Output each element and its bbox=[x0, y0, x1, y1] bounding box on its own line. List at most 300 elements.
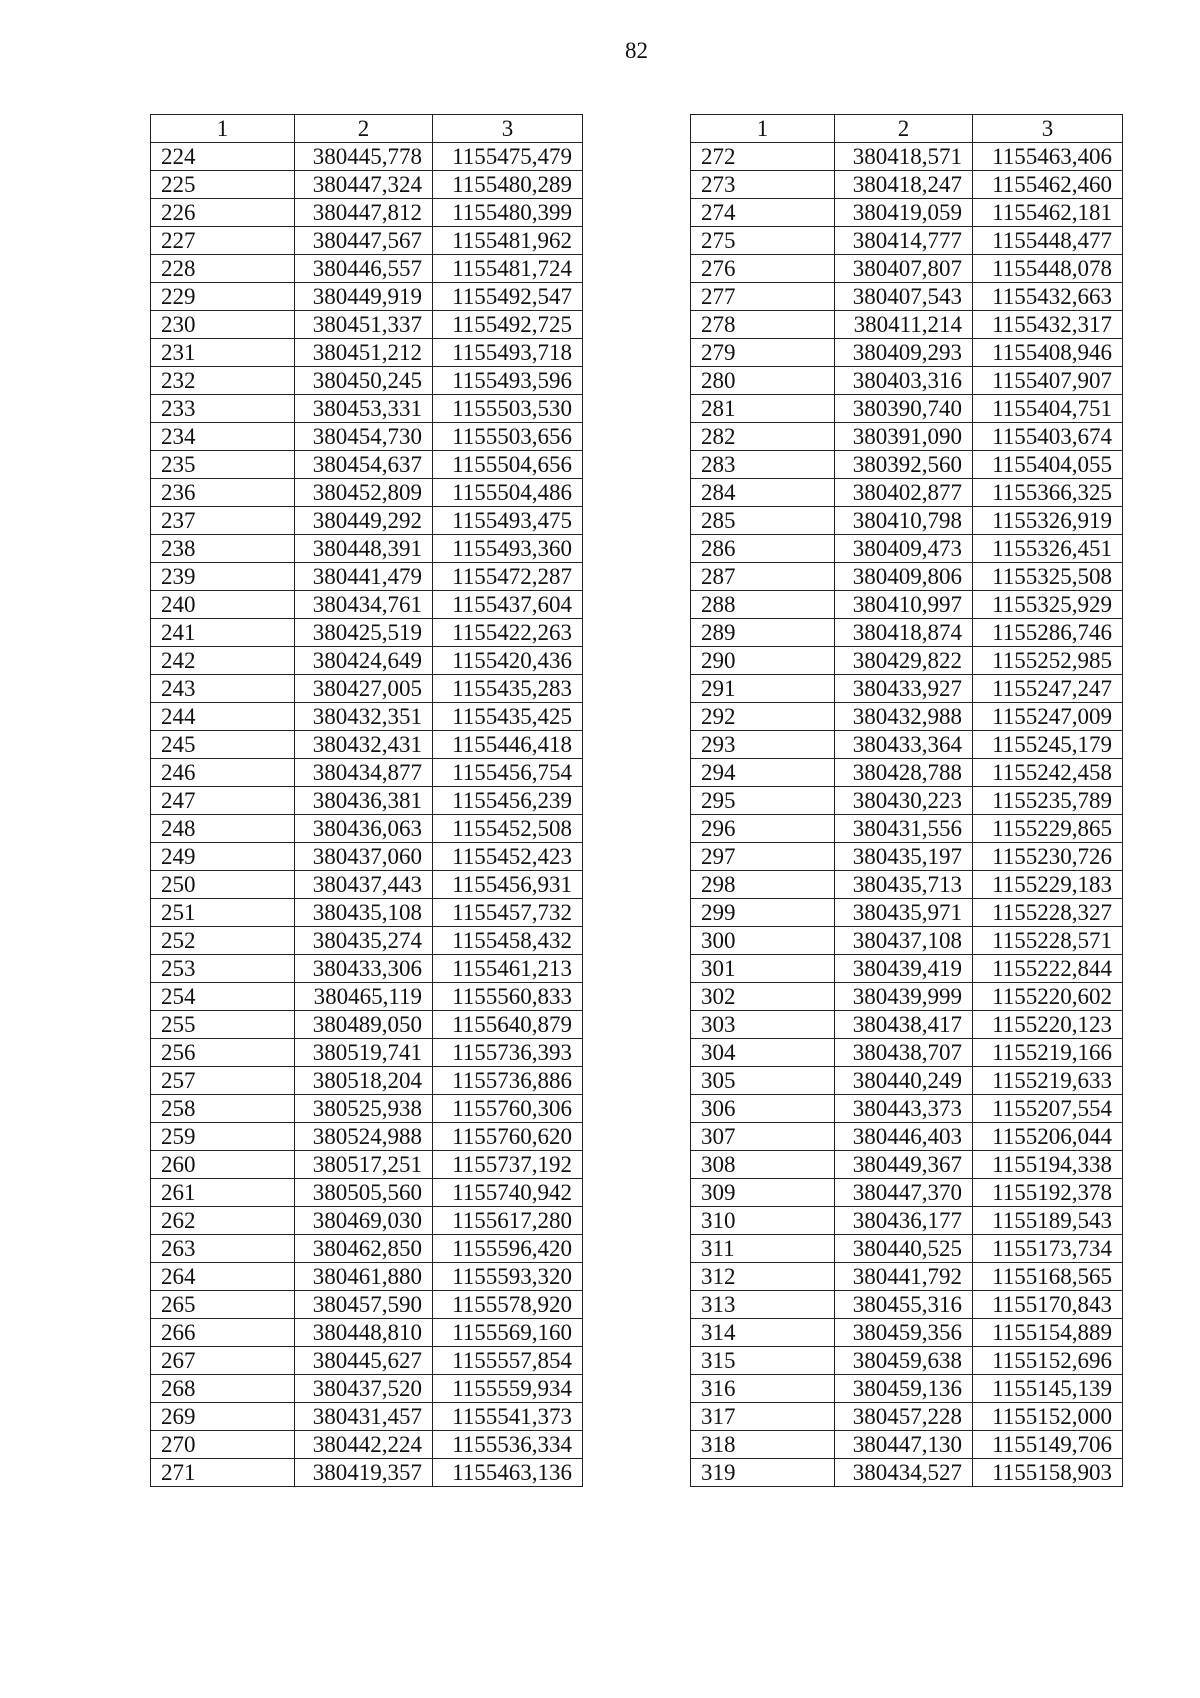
table-row bbox=[691, 339, 1123, 367]
table-row bbox=[151, 675, 583, 703]
y-coordinate-cell: 1155326,451 bbox=[973, 535, 1123, 563]
y-coordinate-cell: 1155617,280 bbox=[433, 1207, 583, 1235]
table-row bbox=[691, 899, 1123, 927]
table-row bbox=[151, 1319, 583, 1347]
x-coordinate-cell: 380439,999 bbox=[835, 983, 973, 1011]
y-coordinate-cell: 1155462,460 bbox=[973, 171, 1123, 199]
y-coordinate-cell: 1155504,486 bbox=[433, 479, 583, 507]
y-coordinate-cell: 1155504,656 bbox=[433, 451, 583, 479]
x-coordinate-cell: 380517,251 bbox=[295, 1151, 433, 1179]
point-number-cell: 304 bbox=[691, 1039, 835, 1067]
point-number-cell: 314 bbox=[691, 1319, 835, 1347]
point-number-cell: 263 bbox=[151, 1235, 295, 1263]
y-coordinate-cell: 1155152,696 bbox=[973, 1347, 1123, 1375]
point-number-cell: 234 bbox=[151, 423, 295, 451]
point-number-cell: 279 bbox=[691, 339, 835, 367]
x-coordinate-cell: 380435,971 bbox=[835, 899, 973, 927]
table-row bbox=[691, 1151, 1123, 1179]
y-coordinate-cell: 1155480,289 bbox=[433, 171, 583, 199]
x-coordinate-cell: 380524,988 bbox=[295, 1123, 433, 1151]
x-coordinate-cell: 380437,108 bbox=[835, 927, 973, 955]
x-coordinate-cell: 380453,331 bbox=[295, 395, 433, 423]
point-number-cell: 289 bbox=[691, 619, 835, 647]
x-coordinate-cell: 380414,777 bbox=[835, 227, 973, 255]
x-coordinate-cell: 380441,479 bbox=[295, 563, 433, 591]
y-coordinate-cell: 1155245,179 bbox=[973, 731, 1123, 759]
point-number-cell: 266 bbox=[151, 1319, 295, 1347]
x-coordinate-cell: 380392,560 bbox=[835, 451, 973, 479]
table-row bbox=[151, 143, 583, 171]
point-number-cell: 237 bbox=[151, 507, 295, 535]
y-coordinate-cell: 1155446,418 bbox=[433, 731, 583, 759]
y-coordinate-cell: 1155325,929 bbox=[973, 591, 1123, 619]
x-coordinate-cell: 380410,997 bbox=[835, 591, 973, 619]
x-coordinate-cell: 380451,337 bbox=[295, 311, 433, 339]
x-coordinate-cell: 380454,637 bbox=[295, 451, 433, 479]
table-row bbox=[691, 647, 1123, 675]
x-coordinate-cell: 380489,050 bbox=[295, 1011, 433, 1039]
point-number-cell: 251 bbox=[151, 899, 295, 927]
y-coordinate-cell: 1155366,325 bbox=[973, 479, 1123, 507]
point-number-cell: 233 bbox=[151, 395, 295, 423]
x-coordinate-cell: 380454,730 bbox=[295, 423, 433, 451]
point-number-cell: 311 bbox=[691, 1235, 835, 1263]
y-coordinate-cell: 1155432,317 bbox=[973, 311, 1123, 339]
y-coordinate-cell: 1155228,571 bbox=[973, 927, 1123, 955]
point-number-cell: 300 bbox=[691, 927, 835, 955]
point-number-cell: 235 bbox=[151, 451, 295, 479]
table-row bbox=[151, 983, 583, 1011]
table-row bbox=[151, 1347, 583, 1375]
column-header-1: 1 bbox=[151, 115, 295, 143]
table-row bbox=[691, 143, 1123, 171]
point-number-cell: 292 bbox=[691, 703, 835, 731]
point-number-cell: 315 bbox=[691, 1347, 835, 1375]
table-row bbox=[151, 1459, 583, 1487]
x-coordinate-cell: 380409,293 bbox=[835, 339, 973, 367]
x-coordinate-cell: 380402,877 bbox=[835, 479, 973, 507]
x-coordinate-cell: 380446,557 bbox=[295, 255, 433, 283]
table-row bbox=[691, 535, 1123, 563]
x-coordinate-cell: 380436,063 bbox=[295, 815, 433, 843]
x-coordinate-cell: 380462,850 bbox=[295, 1235, 433, 1263]
table-row bbox=[691, 759, 1123, 787]
point-number-cell: 238 bbox=[151, 535, 295, 563]
y-coordinate-cell: 1155481,962 bbox=[433, 227, 583, 255]
point-number-cell: 294 bbox=[691, 759, 835, 787]
y-coordinate-cell: 1155207,554 bbox=[973, 1095, 1123, 1123]
x-coordinate-cell: 380436,381 bbox=[295, 787, 433, 815]
y-coordinate-cell: 1155536,334 bbox=[433, 1431, 583, 1459]
y-coordinate-cell: 1155228,327 bbox=[973, 899, 1123, 927]
table-row bbox=[691, 1123, 1123, 1151]
x-coordinate-cell: 380505,560 bbox=[295, 1179, 433, 1207]
x-coordinate-cell: 380407,807 bbox=[835, 255, 973, 283]
x-coordinate-cell: 380424,649 bbox=[295, 647, 433, 675]
point-number-cell: 317 bbox=[691, 1403, 835, 1431]
point-number-cell: 240 bbox=[151, 591, 295, 619]
table-row bbox=[151, 199, 583, 227]
table-row bbox=[691, 395, 1123, 423]
point-number-cell: 296 bbox=[691, 815, 835, 843]
point-number-cell: 224 bbox=[151, 143, 295, 171]
point-number-cell: 308 bbox=[691, 1151, 835, 1179]
x-coordinate-cell: 380443,373 bbox=[835, 1095, 973, 1123]
point-number-cell: 319 bbox=[691, 1459, 835, 1487]
x-coordinate-cell: 380429,822 bbox=[835, 647, 973, 675]
table-row bbox=[691, 787, 1123, 815]
table-header-row bbox=[151, 115, 583, 143]
point-number-cell: 226 bbox=[151, 199, 295, 227]
x-coordinate-cell: 380431,457 bbox=[295, 1403, 433, 1431]
table-row bbox=[151, 1403, 583, 1431]
table-row bbox=[151, 871, 583, 899]
table-row bbox=[151, 367, 583, 395]
y-coordinate-cell: 1155492,725 bbox=[433, 311, 583, 339]
y-coordinate-cell: 1155458,432 bbox=[433, 927, 583, 955]
point-number-cell: 258 bbox=[151, 1095, 295, 1123]
x-coordinate-cell: 380437,443 bbox=[295, 871, 433, 899]
x-coordinate-cell: 380447,812 bbox=[295, 199, 433, 227]
table-row bbox=[691, 1207, 1123, 1235]
point-number-cell: 310 bbox=[691, 1207, 835, 1235]
point-number-cell: 264 bbox=[151, 1263, 295, 1291]
y-coordinate-cell: 1155463,136 bbox=[433, 1459, 583, 1487]
x-coordinate-cell: 380469,030 bbox=[295, 1207, 433, 1235]
x-coordinate-cell: 380459,638 bbox=[835, 1347, 973, 1375]
y-coordinate-cell: 1155437,604 bbox=[433, 591, 583, 619]
y-coordinate-cell: 1155252,985 bbox=[973, 647, 1123, 675]
y-coordinate-cell: 1155569,160 bbox=[433, 1319, 583, 1347]
x-coordinate-cell: 380440,525 bbox=[835, 1235, 973, 1263]
y-coordinate-cell: 1155247,247 bbox=[973, 675, 1123, 703]
x-coordinate-cell: 380447,370 bbox=[835, 1179, 973, 1207]
table-row bbox=[151, 1375, 583, 1403]
table-row bbox=[691, 507, 1123, 535]
table-row bbox=[151, 395, 583, 423]
table-row bbox=[691, 1347, 1123, 1375]
y-coordinate-cell: 1155173,734 bbox=[973, 1235, 1123, 1263]
table-row bbox=[691, 199, 1123, 227]
table-row bbox=[151, 619, 583, 647]
table-row bbox=[691, 1375, 1123, 1403]
point-number-cell: 302 bbox=[691, 983, 835, 1011]
y-coordinate-cell: 1155760,620 bbox=[433, 1123, 583, 1151]
y-coordinate-cell: 1155192,378 bbox=[973, 1179, 1123, 1207]
x-coordinate-cell: 380459,356 bbox=[835, 1319, 973, 1347]
x-coordinate-cell: 380518,204 bbox=[295, 1067, 433, 1095]
y-coordinate-cell: 1155493,475 bbox=[433, 507, 583, 535]
x-coordinate-cell: 380450,245 bbox=[295, 367, 433, 395]
x-coordinate-cell: 380451,212 bbox=[295, 339, 433, 367]
point-number-cell: 276 bbox=[691, 255, 835, 283]
x-coordinate-cell: 380445,627 bbox=[295, 1347, 433, 1375]
point-number-cell: 259 bbox=[151, 1123, 295, 1151]
x-coordinate-cell: 380461,880 bbox=[295, 1263, 433, 1291]
x-coordinate-cell: 380418,571 bbox=[835, 143, 973, 171]
table-row bbox=[151, 1263, 583, 1291]
y-coordinate-cell: 1155170,843 bbox=[973, 1291, 1123, 1319]
table-row bbox=[691, 983, 1123, 1011]
table-row bbox=[151, 283, 583, 311]
point-number-cell: 318 bbox=[691, 1431, 835, 1459]
x-coordinate-cell: 380430,223 bbox=[835, 787, 973, 815]
y-coordinate-cell: 1155222,844 bbox=[973, 955, 1123, 983]
y-coordinate-cell: 1155559,934 bbox=[433, 1375, 583, 1403]
point-number-cell: 250 bbox=[151, 871, 295, 899]
y-coordinate-cell: 1155493,360 bbox=[433, 535, 583, 563]
column-header-2: 2 bbox=[295, 115, 433, 143]
table-row bbox=[151, 255, 583, 283]
x-coordinate-cell: 380449,367 bbox=[835, 1151, 973, 1179]
y-coordinate-cell: 1155435,425 bbox=[433, 703, 583, 731]
point-number-cell: 316 bbox=[691, 1375, 835, 1403]
point-number-cell: 274 bbox=[691, 199, 835, 227]
y-coordinate-cell: 1155462,181 bbox=[973, 199, 1123, 227]
y-coordinate-cell: 1155149,706 bbox=[973, 1431, 1123, 1459]
x-coordinate-cell: 380452,809 bbox=[295, 479, 433, 507]
point-number-cell: 257 bbox=[151, 1067, 295, 1095]
table-header-row bbox=[691, 115, 1123, 143]
y-coordinate-cell: 1155640,879 bbox=[433, 1011, 583, 1039]
y-coordinate-cell: 1155480,399 bbox=[433, 199, 583, 227]
point-number-cell: 299 bbox=[691, 899, 835, 927]
y-coordinate-cell: 1155596,420 bbox=[433, 1235, 583, 1263]
x-coordinate-cell: 380435,108 bbox=[295, 899, 433, 927]
column-header-3: 3 bbox=[433, 115, 583, 143]
point-number-cell: 241 bbox=[151, 619, 295, 647]
table-row bbox=[691, 1095, 1123, 1123]
y-coordinate-cell: 1155461,213 bbox=[433, 955, 583, 983]
point-number-cell: 260 bbox=[151, 1151, 295, 1179]
x-coordinate-cell: 380425,519 bbox=[295, 619, 433, 647]
table-row bbox=[151, 591, 583, 619]
point-number-cell: 252 bbox=[151, 927, 295, 955]
point-number-cell: 312 bbox=[691, 1263, 835, 1291]
point-number-cell: 309 bbox=[691, 1179, 835, 1207]
point-number-cell: 271 bbox=[151, 1459, 295, 1487]
y-coordinate-cell: 1155219,166 bbox=[973, 1039, 1123, 1067]
table-row bbox=[151, 899, 583, 927]
y-coordinate-cell: 1155492,547 bbox=[433, 283, 583, 311]
y-coordinate-cell: 1155472,287 bbox=[433, 563, 583, 591]
point-number-cell: 295 bbox=[691, 787, 835, 815]
y-coordinate-cell: 1155230,726 bbox=[973, 843, 1123, 871]
point-number-cell: 307 bbox=[691, 1123, 835, 1151]
point-number-cell: 265 bbox=[151, 1291, 295, 1319]
y-coordinate-cell: 1155235,789 bbox=[973, 787, 1123, 815]
table-row bbox=[151, 507, 583, 535]
y-coordinate-cell: 1155475,479 bbox=[433, 143, 583, 171]
table-row bbox=[151, 815, 583, 843]
table-row bbox=[691, 1319, 1123, 1347]
point-number-cell: 306 bbox=[691, 1095, 835, 1123]
x-coordinate-cell: 380457,228 bbox=[835, 1403, 973, 1431]
table-row bbox=[151, 1039, 583, 1067]
point-number-cell: 228 bbox=[151, 255, 295, 283]
table-row bbox=[151, 1235, 583, 1263]
table-row bbox=[691, 479, 1123, 507]
table-row bbox=[691, 815, 1123, 843]
point-number-cell: 267 bbox=[151, 1347, 295, 1375]
table-row bbox=[691, 731, 1123, 759]
table-row bbox=[691, 367, 1123, 395]
x-coordinate-cell: 380418,247 bbox=[835, 171, 973, 199]
point-number-cell: 243 bbox=[151, 675, 295, 703]
x-coordinate-cell: 380419,357 bbox=[295, 1459, 433, 1487]
table-row bbox=[691, 423, 1123, 451]
y-coordinate-cell: 1155247,009 bbox=[973, 703, 1123, 731]
table-row bbox=[691, 843, 1123, 871]
point-number-cell: 255 bbox=[151, 1011, 295, 1039]
y-coordinate-cell: 1155452,423 bbox=[433, 843, 583, 871]
x-coordinate-cell: 380448,391 bbox=[295, 535, 433, 563]
y-coordinate-cell: 1155286,746 bbox=[973, 619, 1123, 647]
point-number-cell: 236 bbox=[151, 479, 295, 507]
y-coordinate-cell: 1155220,123 bbox=[973, 1011, 1123, 1039]
x-coordinate-cell: 380390,740 bbox=[835, 395, 973, 423]
x-coordinate-cell: 380447,567 bbox=[295, 227, 433, 255]
x-coordinate-cell: 380436,177 bbox=[835, 1207, 973, 1235]
x-coordinate-cell: 380433,306 bbox=[295, 955, 433, 983]
point-number-cell: 261 bbox=[151, 1179, 295, 1207]
x-coordinate-cell: 380457,590 bbox=[295, 1291, 433, 1319]
point-number-cell: 242 bbox=[151, 647, 295, 675]
point-number-cell: 272 bbox=[691, 143, 835, 171]
column-header-1: 1 bbox=[691, 115, 835, 143]
x-coordinate-cell: 380411,214 bbox=[835, 311, 973, 339]
table-row bbox=[151, 423, 583, 451]
x-coordinate-cell: 380433,927 bbox=[835, 675, 973, 703]
point-number-cell: 281 bbox=[691, 395, 835, 423]
y-coordinate-cell: 1155463,406 bbox=[973, 143, 1123, 171]
point-number-cell: 247 bbox=[151, 787, 295, 815]
y-coordinate-cell: 1155541,373 bbox=[433, 1403, 583, 1431]
x-coordinate-cell: 380449,919 bbox=[295, 283, 433, 311]
column-header-3: 3 bbox=[973, 115, 1123, 143]
table-row bbox=[151, 1123, 583, 1151]
table-row bbox=[691, 1431, 1123, 1459]
point-number-cell: 284 bbox=[691, 479, 835, 507]
point-number-cell: 293 bbox=[691, 731, 835, 759]
table-row bbox=[151, 1011, 583, 1039]
point-number-cell: 244 bbox=[151, 703, 295, 731]
x-coordinate-cell: 380407,543 bbox=[835, 283, 973, 311]
y-coordinate-cell: 1155325,508 bbox=[973, 563, 1123, 591]
y-coordinate-cell: 1155456,754 bbox=[433, 759, 583, 787]
table-row bbox=[691, 703, 1123, 731]
table-row bbox=[151, 311, 583, 339]
table-row bbox=[691, 563, 1123, 591]
x-coordinate-cell: 380410,798 bbox=[835, 507, 973, 535]
point-number-cell: 275 bbox=[691, 227, 835, 255]
x-coordinate-cell: 380391,090 bbox=[835, 423, 973, 451]
y-coordinate-cell: 1155154,889 bbox=[973, 1319, 1123, 1347]
point-number-cell: 301 bbox=[691, 955, 835, 983]
y-coordinate-cell: 1155420,436 bbox=[433, 647, 583, 675]
table-row bbox=[691, 1039, 1123, 1067]
table-row bbox=[691, 927, 1123, 955]
x-coordinate-cell: 380449,292 bbox=[295, 507, 433, 535]
point-number-cell: 303 bbox=[691, 1011, 835, 1039]
x-coordinate-cell: 380447,130 bbox=[835, 1431, 973, 1459]
point-number-cell: 288 bbox=[691, 591, 835, 619]
table-row bbox=[691, 1291, 1123, 1319]
table-row bbox=[691, 619, 1123, 647]
table-row bbox=[691, 675, 1123, 703]
y-coordinate-cell: 1155435,283 bbox=[433, 675, 583, 703]
point-number-cell: 232 bbox=[151, 367, 295, 395]
y-coordinate-cell: 1155593,320 bbox=[433, 1263, 583, 1291]
table-row bbox=[691, 1067, 1123, 1095]
x-coordinate-cell: 380442,224 bbox=[295, 1431, 433, 1459]
x-coordinate-cell: 380435,274 bbox=[295, 927, 433, 955]
y-coordinate-cell: 1155168,565 bbox=[973, 1263, 1123, 1291]
x-coordinate-cell: 380432,988 bbox=[835, 703, 973, 731]
table-row bbox=[151, 1067, 583, 1095]
y-coordinate-cell: 1155503,530 bbox=[433, 395, 583, 423]
y-coordinate-cell: 1155158,903 bbox=[973, 1459, 1123, 1487]
x-coordinate-cell: 380434,877 bbox=[295, 759, 433, 787]
point-number-cell: 225 bbox=[151, 171, 295, 199]
y-coordinate-cell: 1155736,886 bbox=[433, 1067, 583, 1095]
table-row bbox=[151, 451, 583, 479]
y-coordinate-cell: 1155493,718 bbox=[433, 339, 583, 367]
point-number-cell: 273 bbox=[691, 171, 835, 199]
y-coordinate-cell: 1155194,338 bbox=[973, 1151, 1123, 1179]
table-row bbox=[151, 1431, 583, 1459]
table-row bbox=[691, 171, 1123, 199]
coordinates-table-right bbox=[690, 114, 1123, 1487]
table-row bbox=[151, 479, 583, 507]
x-coordinate-cell: 380409,473 bbox=[835, 535, 973, 563]
table-row bbox=[151, 339, 583, 367]
table-row bbox=[691, 1179, 1123, 1207]
table-row bbox=[691, 591, 1123, 619]
point-number-cell: 286 bbox=[691, 535, 835, 563]
y-coordinate-cell: 1155229,183 bbox=[973, 871, 1123, 899]
point-number-cell: 285 bbox=[691, 507, 835, 535]
point-number-cell: 305 bbox=[691, 1067, 835, 1095]
y-coordinate-cell: 1155326,919 bbox=[973, 507, 1123, 535]
table-row bbox=[691, 311, 1123, 339]
y-coordinate-cell: 1155456,931 bbox=[433, 871, 583, 899]
table-row bbox=[151, 171, 583, 199]
x-coordinate-cell: 380409,806 bbox=[835, 563, 973, 591]
point-number-cell: 283 bbox=[691, 451, 835, 479]
x-coordinate-cell: 380433,364 bbox=[835, 731, 973, 759]
point-number-cell: 277 bbox=[691, 283, 835, 311]
y-coordinate-cell: 1155760,306 bbox=[433, 1095, 583, 1123]
table-row bbox=[151, 1179, 583, 1207]
table-row bbox=[151, 843, 583, 871]
point-number-cell: 313 bbox=[691, 1291, 835, 1319]
table-row bbox=[151, 1095, 583, 1123]
table-row bbox=[151, 927, 583, 955]
point-number-cell: 253 bbox=[151, 955, 295, 983]
y-coordinate-cell: 1155407,907 bbox=[973, 367, 1123, 395]
x-coordinate-cell: 380419,059 bbox=[835, 199, 973, 227]
column-header-2: 2 bbox=[835, 115, 973, 143]
x-coordinate-cell: 380438,707 bbox=[835, 1039, 973, 1067]
x-coordinate-cell: 380447,324 bbox=[295, 171, 433, 199]
y-coordinate-cell: 1155456,239 bbox=[433, 787, 583, 815]
y-coordinate-cell: 1155432,663 bbox=[973, 283, 1123, 311]
page-number: 82 bbox=[625, 38, 648, 63]
y-coordinate-cell: 1155219,633 bbox=[973, 1067, 1123, 1095]
table-row bbox=[691, 871, 1123, 899]
point-number-cell: 249 bbox=[151, 843, 295, 871]
